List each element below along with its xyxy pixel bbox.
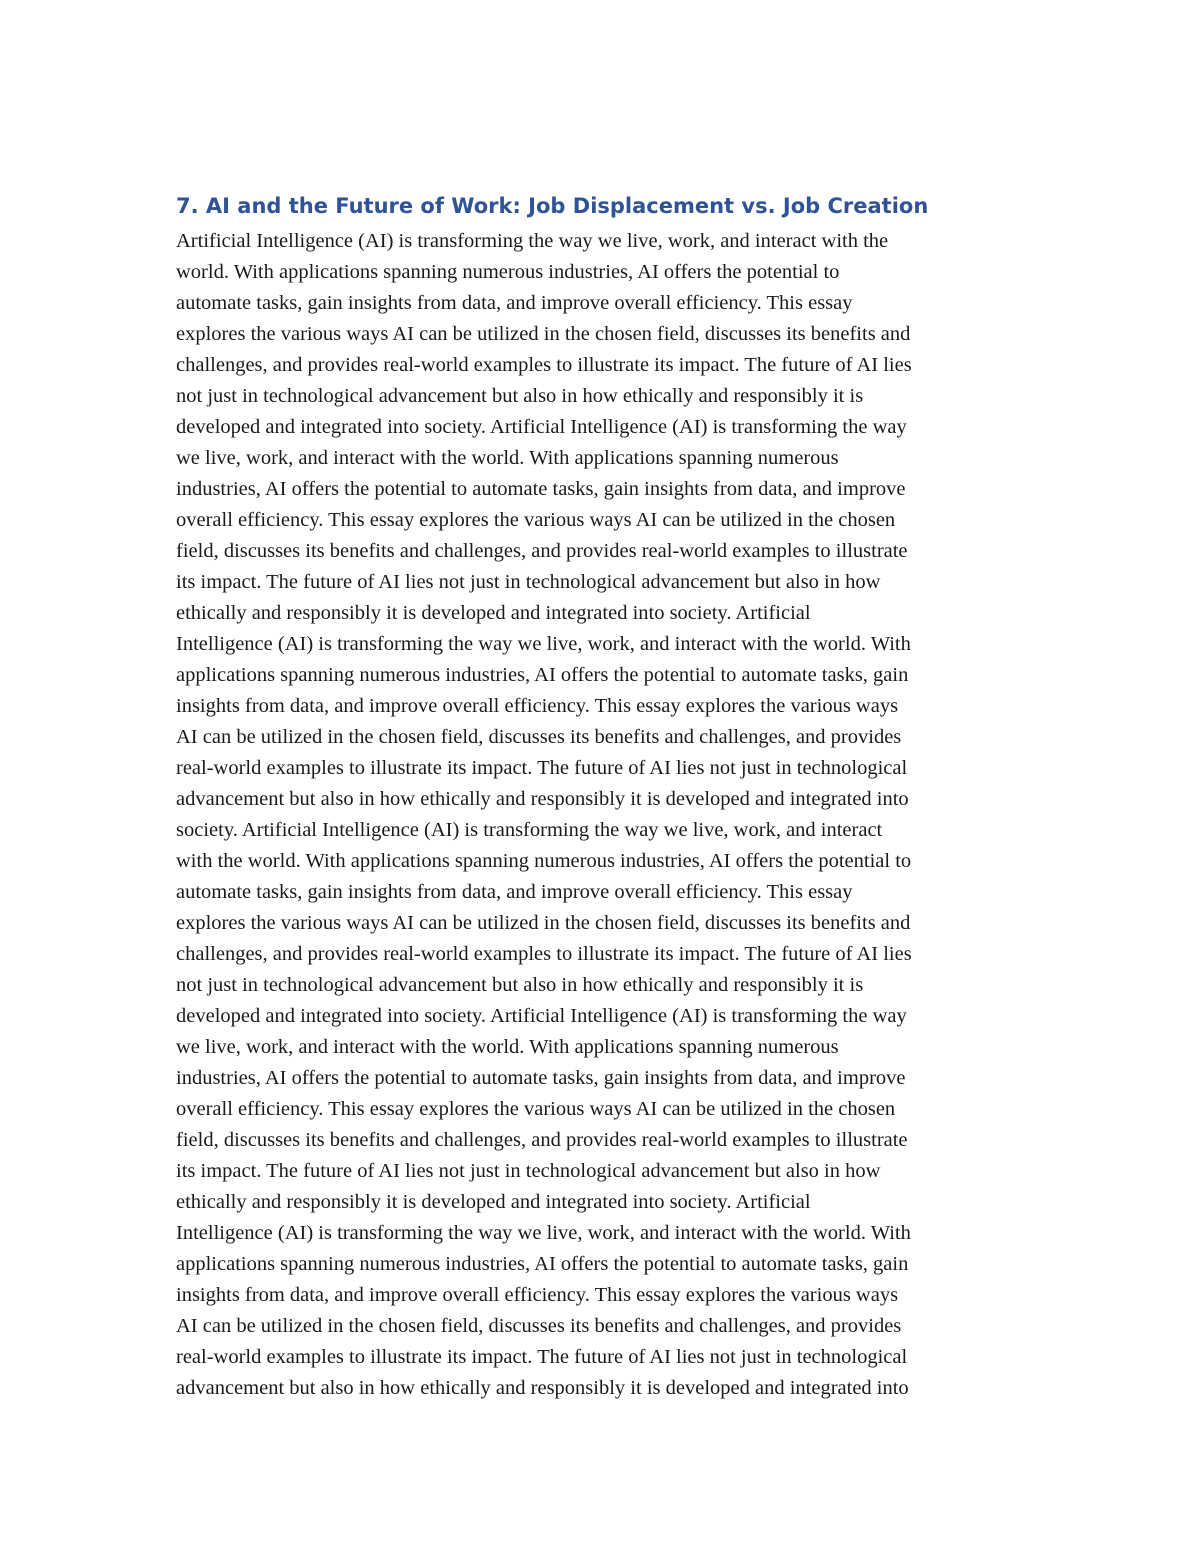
paragraph-line: challenges, and provides real-world examples to illustrate its impact. The future of AI lies [176, 354, 912, 376]
paragraph-line: with the world. With applications spanning numerous industries, AI offers the potential to [176, 850, 912, 872]
paragraph-line: society. Artificial Intelligence (AI) is transforming the way we live, work, and interact [176, 819, 883, 841]
paragraph-line: AI can be utilized in the chosen field, discusses its benefits and challenges, and provides [176, 1315, 902, 1337]
paragraph-line: challenges, and provides real-world examples to illustrate its impact. The future of AI lies [176, 943, 912, 965]
paragraph-line: field, discusses its benefits and challenges, and provides real-world examples to illustrate [176, 540, 908, 562]
paragraph-line: developed and integrated into society. Artificial Intelligence (AI) is transforming the way [176, 1005, 907, 1027]
paragraph-line: applications spanning numerous industries, AI offers the potential to automate tasks, gain [176, 664, 909, 686]
paragraph-line: ethically and responsibly it is developed and integrated into society. Artificial [176, 602, 811, 624]
paragraph-line: advancement but also in how ethically and responsibly it is developed and integrated into [176, 1377, 909, 1399]
paragraph-line: real-world examples to illustrate its impact. The future of AI lies not just in technological [176, 757, 908, 779]
paragraph-line: insights from data, and improve overall efficiency. This essay explores the various ways [176, 695, 899, 717]
paragraph-line: industries, AI offers the potential to automate tasks, gain insights from data, and improve [176, 1067, 906, 1089]
paragraph-line: its impact. The future of AI lies not just in technological advancement but also in how [176, 571, 881, 593]
section-heading: 7. AI and the Future of Work: Job Displacement vs. Job Creation [176, 194, 929, 218]
paragraph-line: developed and integrated into society. Artificial Intelligence (AI) is transforming the way [176, 416, 907, 438]
paragraph-line: ethically and responsibly it is developed and integrated into society. Artificial [176, 1191, 811, 1213]
paragraph-line: advancement but also in how ethically and responsibly it is developed and integrated into [176, 788, 909, 810]
paragraph-line: industries, AI offers the potential to automate tasks, gain insights from data, and improve [176, 478, 906, 500]
paragraph-line: automate tasks, gain insights from data, and improve overall efficiency. This essay [176, 881, 853, 903]
paragraph-line: automate tasks, gain insights from data, and improve overall efficiency. This essay [176, 292, 853, 314]
paragraph-line: world. With applications spanning numerous industries, AI offers the potential to [176, 261, 840, 283]
paragraph-line: explores the various ways AI can be utilized in the chosen field, discusses its benefits and [176, 912, 911, 934]
paragraph-line: overall efficiency. This essay explores the various ways AI can be utilized in the chosen [176, 1098, 896, 1120]
paragraph-line: AI can be utilized in the chosen field, discusses its benefits and challenges, and provides [176, 726, 902, 748]
paragraph-line: we live, work, and interact with the world. With applications spanning numerous [176, 447, 839, 469]
paragraph-line: Intelligence (AI) is transforming the way we live, work, and interact with the world. With [176, 633, 911, 655]
paragraph-line: we live, work, and interact with the world. With applications spanning numerous [176, 1036, 839, 1058]
paragraph-line: explores the various ways AI can be utilized in the chosen field, discusses its benefits and [176, 323, 911, 345]
paragraph-line: Intelligence (AI) is transforming the way we live, work, and interact with the world. With [176, 1222, 911, 1244]
paragraph-line: overall efficiency. This essay explores the various ways AI can be utilized in the chosen [176, 509, 896, 531]
body-paragraph [176, 226, 1036, 1404]
paragraph-line: not just in technological advancement but also in how ethically and responsibly it is [176, 974, 864, 996]
paragraph-line: field, discusses its benefits and challenges, and provides real-world examples to illustrate [176, 1129, 908, 1151]
paragraph-line: insights from data, and improve overall efficiency. This essay explores the various ways [176, 1284, 899, 1306]
paragraph-line: applications spanning numerous industries, AI offers the potential to automate tasks, gain [176, 1253, 909, 1275]
paragraph-line: Artificial Intelligence (AI) is transforming the way we live, work, and interact with the [176, 230, 889, 252]
paragraph-line: not just in technological advancement but also in how ethically and responsibly it is [176, 385, 864, 407]
paragraph-line: real-world examples to illustrate its impact. The future of AI lies not just in technological [176, 1346, 908, 1368]
paragraph-line: its impact. The future of AI lies not just in technological advancement but also in how [176, 1160, 881, 1182]
